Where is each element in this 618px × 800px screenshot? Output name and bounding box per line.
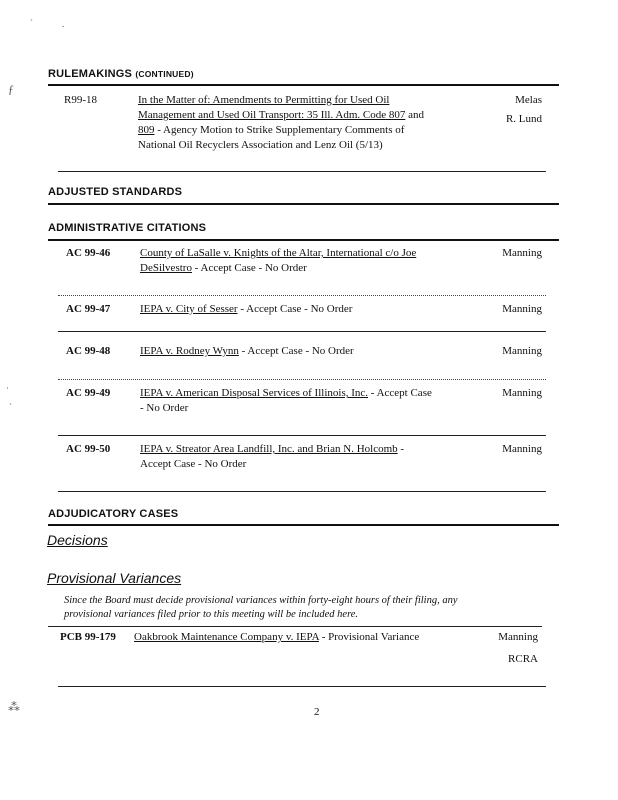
case-description bbox=[140, 386, 485, 416]
case-text: - Accept Case - No Order bbox=[191, 262, 307, 274]
case-text: - bbox=[397, 443, 405, 455]
case-text: and bbox=[405, 109, 424, 121]
board-member: Manning bbox=[502, 247, 542, 259]
rulemakings-title: RULEMAKINGS bbox=[48, 68, 133, 80]
case-number: AC 99-46 bbox=[66, 247, 111, 259]
case-title-link[interactable]: IEPA v. American Disposal Services of Illinois, Inc. bbox=[140, 387, 369, 399]
board-member: Melas bbox=[515, 94, 542, 106]
adjudicatory-cases-heading: ADJUDICATORY CASES bbox=[48, 508, 179, 520]
adjusted-rule bbox=[48, 203, 559, 205]
case-description bbox=[140, 344, 485, 359]
case-title-link[interactable]: County of LaSalle v. Knights of the Altar, International c/o Joe bbox=[140, 247, 417, 259]
scan-speck: ƒ bbox=[8, 82, 14, 96]
case-text: - Provisional Variance bbox=[318, 631, 420, 643]
case-text: - Accept Case - No Order bbox=[237, 303, 353, 315]
case-description bbox=[140, 442, 485, 472]
case-text: - No Order bbox=[140, 402, 189, 414]
case-number: AC 99-47 bbox=[66, 303, 111, 315]
case-type-tag: RCRA bbox=[508, 653, 538, 665]
case-title-link[interactable]: DeSilvestro bbox=[140, 262, 192, 274]
provisional-variances-note bbox=[64, 594, 544, 622]
page-number: 2 bbox=[314, 706, 320, 718]
scan-speck: . bbox=[62, 19, 65, 29]
case-text: National Oil Recyclers Association and Lenz Oil (5/13) bbox=[138, 139, 383, 151]
board-member: Manning bbox=[502, 345, 542, 357]
entry-divider bbox=[58, 491, 546, 492]
case-text: Accept Case - No Order bbox=[140, 458, 247, 470]
board-member: Manning bbox=[502, 443, 542, 455]
case-description bbox=[140, 302, 485, 317]
admin-rule bbox=[48, 239, 559, 241]
scan-speck: · bbox=[6, 383, 9, 393]
case-text: - Agency Motion to Strike Supplementary Comments of bbox=[154, 124, 405, 136]
entry-divider bbox=[58, 331, 546, 332]
case-number: PCB 99-179 bbox=[60, 631, 116, 643]
case-title-link[interactable]: IEPA v. Streator Area Landfill, Inc. and Brian N. Holcomb bbox=[140, 443, 398, 455]
entry-divider bbox=[48, 626, 542, 627]
administrative-citations-heading: ADMINISTRATIVE CITATIONS bbox=[48, 222, 207, 234]
rulemakings-continued: (CONTINUED) bbox=[135, 69, 194, 79]
decisions-subheading[interactable]: Decisions bbox=[47, 532, 108, 548]
case-description bbox=[134, 630, 484, 645]
case-number: AC 99-48 bbox=[66, 345, 111, 357]
entry-divider bbox=[58, 686, 546, 687]
scan-speck: ` bbox=[30, 18, 33, 28]
case-text: - Accept Case bbox=[368, 387, 432, 399]
board-member: Manning bbox=[502, 303, 542, 315]
scan-speck: ` bbox=[9, 402, 12, 412]
case-number: R99-18 bbox=[64, 94, 97, 106]
entry-divider bbox=[58, 171, 546, 172]
case-title-link[interactable]: IEPA v. City of Sesser bbox=[140, 303, 238, 315]
entry-divider bbox=[58, 295, 546, 296]
provisional-variances-subheading[interactable]: Provisional Variances bbox=[47, 570, 182, 586]
board-member: R. Lund bbox=[505, 113, 542, 125]
note-text: Since the Board must decide provisional variances within forty-eight hours of their filing, any bbox=[64, 595, 458, 606]
adjudicatory-rule bbox=[48, 524, 559, 526]
case-description bbox=[138, 93, 478, 153]
rulemakings-heading bbox=[48, 68, 194, 80]
rulemakings-rule bbox=[48, 84, 559, 86]
note-text: provisional variances filed prior to this meeting will be included here. bbox=[64, 609, 359, 620]
board-member: Manning bbox=[502, 387, 542, 399]
entry-divider bbox=[58, 435, 546, 436]
scan-speck: ⁂ bbox=[8, 700, 20, 714]
case-title-link[interactable]: 809 bbox=[138, 124, 155, 136]
adjusted-standards-heading: ADJUSTED STANDARDS bbox=[48, 186, 183, 198]
board-member: Manning bbox=[498, 631, 538, 643]
case-number: AC 99-50 bbox=[66, 443, 111, 455]
case-title-link[interactable]: IEPA v. Rodney Wynn bbox=[140, 345, 239, 357]
case-title-link[interactable]: Oakbrook Maintenance Company v. IEPA bbox=[134, 631, 319, 643]
case-title-link[interactable]: Management and Used Oil Transport: 35 Ill. Adm. Code 807 bbox=[138, 109, 406, 121]
case-description bbox=[140, 246, 485, 276]
case-number: AC 99-49 bbox=[66, 387, 111, 399]
case-title-link[interactable]: In the Matter of: Amendments to Permitting for Used Oil bbox=[138, 94, 390, 106]
case-text: - Accept Case - No Order bbox=[238, 345, 354, 357]
entry-divider bbox=[58, 379, 546, 380]
